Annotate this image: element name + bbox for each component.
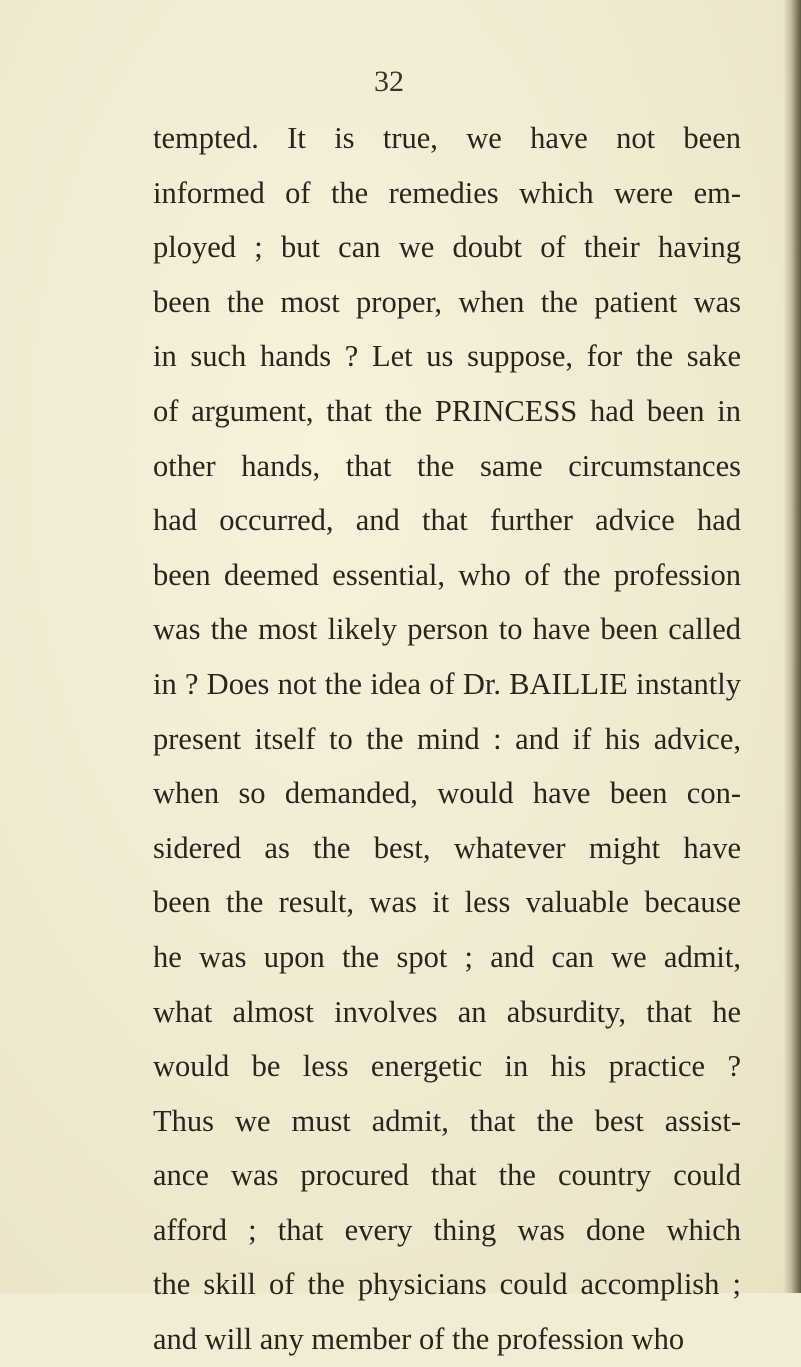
text-line: in ? Does not the idea of Dr. BAILLIE instantly [153,666,741,701]
text-line: the skill of the physicians could accomplish ; [153,1267,741,1302]
text-line: was the most likely person to have been called [153,612,741,647]
text-line: present itself to the mind : and if his advice, [153,721,741,756]
text-line: when so demanded, would have been con- [153,776,741,811]
page-edge-shadow [783,0,801,1293]
text-line: ance was procured that the country could [153,1158,741,1193]
text-line: would be less energetic in his practice ? [153,1049,741,1084]
text-line: and will any member of the profession who [153,1322,685,1357]
text-line: informed of the remedies which were em- [153,175,741,210]
text-line: what almost involves an absurdity, that he [153,994,741,1029]
text-line: been the result, was it less valuable because [153,885,741,920]
text-line: sidered as the best, whatever might have [153,830,741,865]
text-line: been the most proper, when the patient was [153,284,741,319]
text-line: he was upon the spot ; and can we admit, [153,939,741,974]
text-line: tempted. It is true, we have not been [153,121,741,155]
text-line: in such hands ? Let us suppose, for the sake [153,339,741,374]
page-number: 32 [374,65,404,98]
text-line: afford ; that every thing was done which [153,1212,741,1247]
text-line: ployed ; but can we doubt of their having [153,230,741,265]
text-line: Thus we must admit, that the best assist- [153,1103,741,1138]
text-line: been deemed essential, who of the profession [153,557,741,592]
text-line: of argument, that the PRINCESS had been in [153,393,741,428]
text-line: had occurred, and that further advice had [153,503,741,538]
text-line: other hands, that the same circumstances [153,448,741,483]
body-text [153,111,741,1367]
